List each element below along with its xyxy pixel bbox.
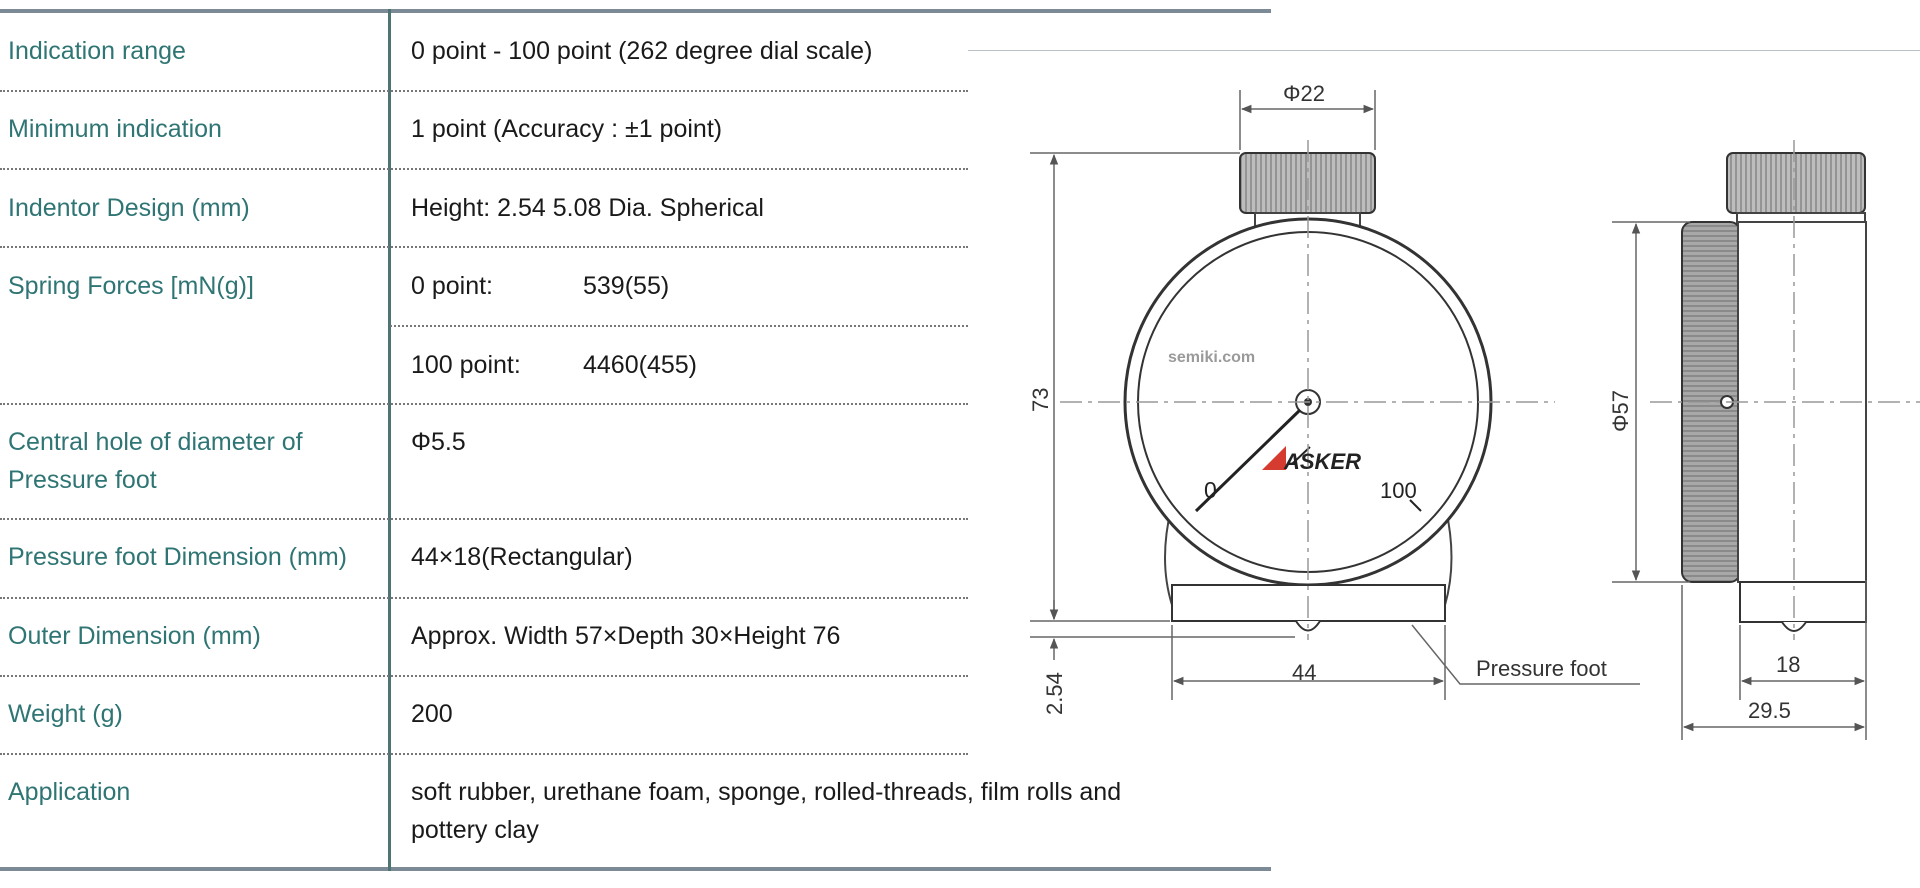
durometer-drawing [1000,40,1920,760]
table-bottom-rule [0,867,1271,871]
row-value-line: soft rubber, urethane foam, sponge, rolled-threads, film rolls and [411,778,1122,806]
row-value: Approx. Width 57×Depth 30×Height 76 [411,622,841,650]
spring-100-value: 4460(455) [583,351,697,379]
row-label: Weight (g) [8,700,123,728]
spring-0-key: 0 point: [411,272,494,300]
dim-foot-width: 44 [1292,660,1317,685]
row-label: Indentor Design (mm) [8,194,250,222]
row-divider [0,597,968,599]
table-top-rule [0,9,1271,13]
row-divider [0,246,968,248]
row-divider [0,403,968,405]
row-value: 44×18(Rectangular) [411,543,633,571]
row-subdivider [390,325,968,327]
row-divider [0,675,968,677]
row-divider [0,518,968,520]
row-label-line: Pressure foot [8,466,157,494]
row-label: Application [8,778,131,806]
row-value: 1 point (Accuracy : ±1 point) [411,115,723,143]
row-value: Height: 2.54 5.08 Dia. Spherical [411,194,764,222]
dim-depth-phi: Φ57 [1608,389,1633,432]
row-label-line: Central hole of diameter of [8,428,303,456]
column-divider [388,9,391,871]
dim-foot-depth: 18 [1776,652,1801,677]
row-value: 0 point - 100 point (262 degree dial scale) [411,37,873,65]
dial-mark-100: 100 [1380,478,1417,503]
row-value-line: pottery clay [411,816,539,844]
dim-height: 73 [1028,387,1053,412]
row-divider [0,753,968,755]
dial-mark-0: 0 [1204,477,1217,503]
front-view [1060,140,1555,640]
row-divider [0,168,968,170]
dim-indentor: 2.54 [1042,672,1067,715]
callout-pressure-foot: Pressure foot [1476,656,1607,681]
row-divider [0,90,968,92]
row-label: Outer Dimension (mm) [8,622,261,650]
spring-0-value: 539(55) [583,272,670,300]
dim-top-phi: Φ22 [1283,81,1326,106]
dim-total-depth: 29.5 [1748,698,1791,723]
row-value: 200 [411,700,453,728]
side-view [1650,140,1920,640]
row-label: Spring Forces [mN(g)] [8,272,254,300]
row-label: Minimum indication [8,115,222,143]
row-label [8,423,378,499]
brand-logo: ASKER [1284,449,1362,474]
row-label: Pressure foot Dimension (mm) [8,543,347,571]
row-value: Φ5.5 [411,428,466,456]
watermark: semiki.com [1168,349,1256,366]
spring-100-key: 100 point: [411,351,521,379]
row-value [411,773,1251,849]
row-label: Indication range [8,37,186,65]
